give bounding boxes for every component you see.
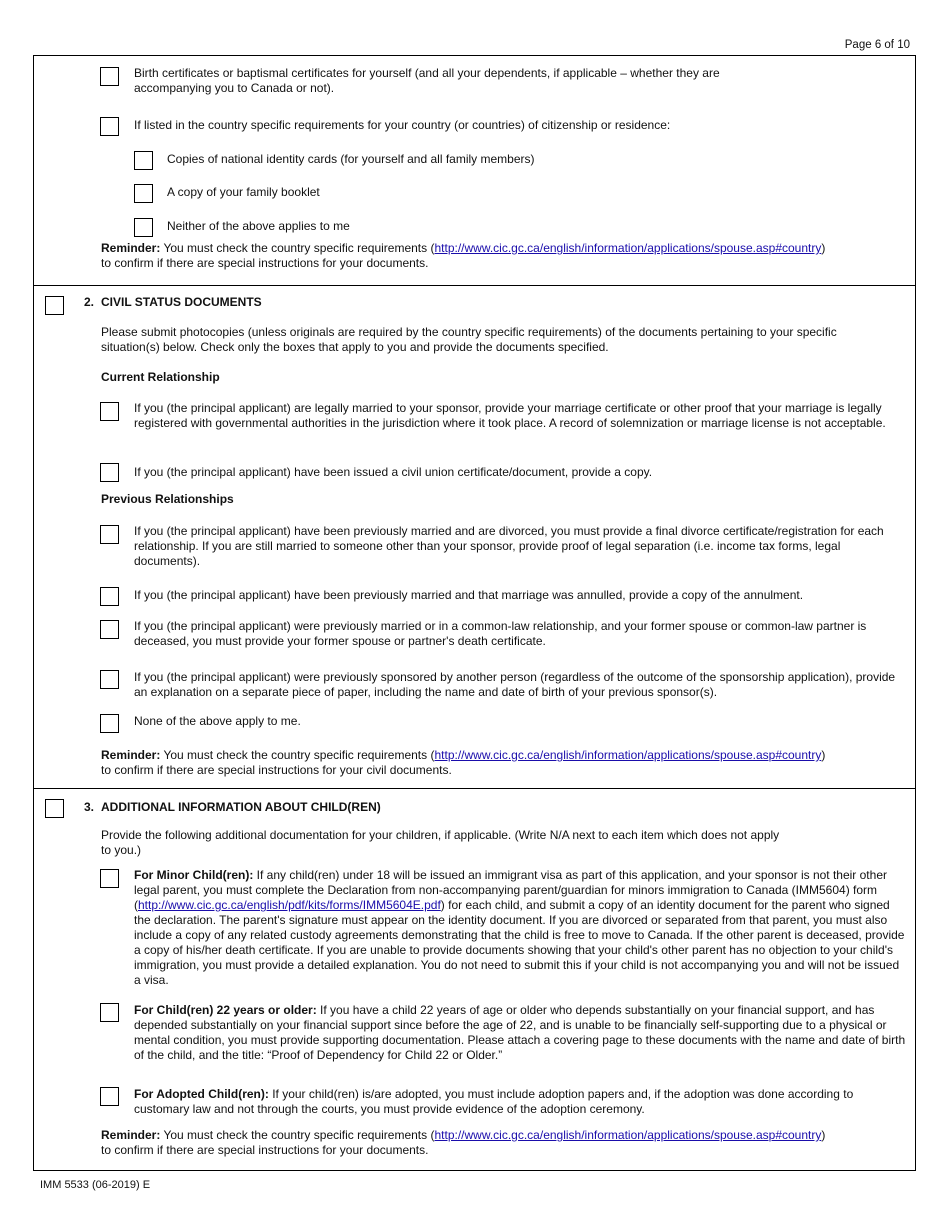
section2-intro: Please submit photocopies (unless originals are required by the country specific requirements) of the documents pertaining to your specific situation(s) below. Check only the boxes that apply to you and provide the documents specified. xyxy=(101,325,837,354)
reminder-label: Reminder: xyxy=(101,241,161,255)
page-number: Page 6 of 10 xyxy=(844,39,910,51)
national-id-text: Copies of national identity cards (for yourself and all family members) xyxy=(167,152,535,166)
reminder-line2: to confirm if there are special instructions for your civil documents. xyxy=(101,763,452,777)
section2-number: 2. xyxy=(84,295,95,309)
reminder-pre: You must check the country specific requirements ( xyxy=(160,1128,435,1142)
minor-children-text xyxy=(134,868,906,988)
civil-union-text: If you (the principal applicant) have been issued a civil union certificate/document, provide a copy. xyxy=(134,465,653,479)
older-children-body: If you have a child 22 years of age or older who depends substantially on your financial support, and has depended substantially on your financial support since before the age of 22, and is unable to be financially self-supporting due to a physical or mental condition, you must provide supporting documentation. Please attach a covering page to these documents with the name and date of birth of the child, and the title: “Proof of Dependency for Child 22 or Older.” xyxy=(134,1003,906,1062)
older-children-checkbox[interactable] xyxy=(100,1003,119,1022)
section2-checkbox[interactable] xyxy=(45,296,64,315)
section2-title: CIVIL STATUS DOCUMENTS xyxy=(101,295,262,309)
older-children-label: For Child(ren) 22 years or older: xyxy=(134,1003,317,1017)
previously-sponsored-text: If you (the principal applicant) were previously sponsored by another person (regardless of the outcome of the sponsorship application), provide an explanation on a separate piece of paper, including the name and date of birth of your previous sponsor(s). xyxy=(134,670,896,699)
reminder-label: Reminder: xyxy=(101,748,161,762)
neither-applies-text: Neither of the above applies to me xyxy=(167,219,350,233)
country-requirements-link[interactable]: http://www.cic.gc.ca/english/information/applications/spouse.asp#country xyxy=(434,1128,822,1142)
civil-union-checkbox[interactable] xyxy=(100,463,119,482)
minor-children-pre: If any child(ren) under 18 will be issued an immigrant visa as part of this application, and your sponsor is not their other legal parent, you must complete the Declaration from non-accompanying parent/guardian for minors immigration to Canada (IMM5604) form ( xyxy=(134,868,887,912)
reminder-pre: You must check the country specific requirements ( xyxy=(160,241,435,255)
adopted-children-text xyxy=(134,1087,906,1117)
national-id-checkbox[interactable] xyxy=(134,151,153,170)
minor-children-checkbox[interactable] xyxy=(100,869,119,888)
country-requirements-link[interactable]: http://www.cic.gc.ca/english/information/applications/spouse.asp#country xyxy=(434,241,822,255)
reminder-post: ) xyxy=(821,241,826,255)
minor-children-label: For Minor Child(ren): xyxy=(134,868,254,882)
section3-checkbox[interactable] xyxy=(45,799,64,818)
imm5604-form-link[interactable]: http://www.cic.gc.ca/english/pdf/kits/forms/IMM5604E.pdf xyxy=(138,898,441,912)
divorced-checkbox[interactable] xyxy=(100,525,119,544)
section3-number: 3. xyxy=(84,800,95,814)
reminder-section3 xyxy=(101,1128,891,1158)
minor-children-post: ) for each child, and submit a copy of an identity document for the parent who signed the declaration. The parent's signature must appear on the identity document. If you are divorced or separated from that parent, you must also include a copy of any related custody agreements demonstrating that the child is free to move to Canada. If the other parent is deceased, provide a copy of his/her death certificate. If you are unable to provide documents showing that your child's other parent has no objection to your child's immigration, you must provide a detailed explanation. You do not need to submit this if your child is not accompanying you and will not be issued a visa. xyxy=(134,898,905,987)
current-relationship-heading: Current Relationship xyxy=(101,370,220,384)
country-requirements-text: If listed in the country specific requirements for your country (or countries) of citizenship or residence: xyxy=(134,118,671,132)
reminder-post: ) xyxy=(821,1128,826,1142)
adopted-children-body: If your child(ren) is/are adopted, you must include adoption papers and, if the adoption was done according to customary law and not through the courts, you must provide evidence of the adoption ceremony. xyxy=(134,1087,854,1116)
family-booklet-checkbox[interactable] xyxy=(134,184,153,203)
country-requirements-link[interactable]: http://www.cic.gc.ca/english/information/applications/spouse.asp#country xyxy=(434,748,822,762)
reminder-label: Reminder: xyxy=(101,1128,161,1142)
form-identifier: IMM 5533 (06-2019) E xyxy=(40,1179,151,1191)
section-divider xyxy=(33,285,916,286)
older-children-text xyxy=(134,1003,906,1063)
previously-sponsored-checkbox[interactable] xyxy=(100,670,119,689)
reminder-line2: to confirm if there are special instructions for your documents. xyxy=(101,256,429,270)
reminder-post: ) xyxy=(821,748,826,762)
family-booklet-text: A copy of your family booklet xyxy=(167,185,320,199)
neither-applies-checkbox[interactable] xyxy=(134,218,153,237)
reminder-section2 xyxy=(101,748,891,778)
birth-certificates-checkbox[interactable] xyxy=(100,67,119,86)
deceased-spouse-text: If you (the principal applicant) were previously married or in a common-law relationship, and your former spouse or common-law partner is deceased, you must provide your former spouse or partner's death certificate. xyxy=(134,619,867,648)
previous-relationships-heading: Previous Relationships xyxy=(101,492,234,506)
reminder-line2: to confirm if there are special instructions for your documents. xyxy=(101,1143,429,1157)
birth-certificates-text: Birth certificates or baptismal certificates for yourself (and all your dependents, if applicable – whether they are accompanying you to Canada or not). xyxy=(134,66,720,95)
married-to-sponsor-checkbox[interactable] xyxy=(100,402,119,421)
annulled-checkbox[interactable] xyxy=(100,587,119,606)
country-requirements-checkbox[interactable] xyxy=(100,117,119,136)
divorced-text: If you (the principal applicant) have been previously married and are divorced, you must provide a final divorce certificate/registration for each relationship. If you are still married to someone other than your sponsor, provide proof of legal separation (i.e. income tax forms, legal documents). xyxy=(134,524,884,568)
none-apply-checkbox[interactable] xyxy=(100,714,119,733)
section3-title: ADDITIONAL INFORMATION ABOUT CHILD(REN) xyxy=(101,800,381,814)
reminder-section1 xyxy=(101,241,891,271)
section3-intro: Provide the following additional documentation for your children, if applicable. (Write N/A next to each item which does not apply to you.) xyxy=(101,828,780,857)
reminder-pre: You must check the country specific requirements ( xyxy=(160,748,435,762)
deceased-spouse-checkbox[interactable] xyxy=(100,620,119,639)
section-divider xyxy=(33,788,916,789)
married-to-sponsor-text: If you (the principal applicant) are legally married to your sponsor, provide your marriage certificate or other proof that your marriage is legally registered with governmental authorities in the jurisdiction where it took place. A record of solemnization or marriage license is not acceptable. xyxy=(134,401,886,430)
annulled-text: If you (the principal applicant) have been previously married and that marriage was annulled, provide a copy of the annulment. xyxy=(134,588,804,602)
none-apply-text: None of the above apply to me. xyxy=(134,714,301,728)
adopted-children-label: For Adopted Child(ren): xyxy=(134,1087,269,1101)
adopted-children-checkbox[interactable] xyxy=(100,1087,119,1106)
